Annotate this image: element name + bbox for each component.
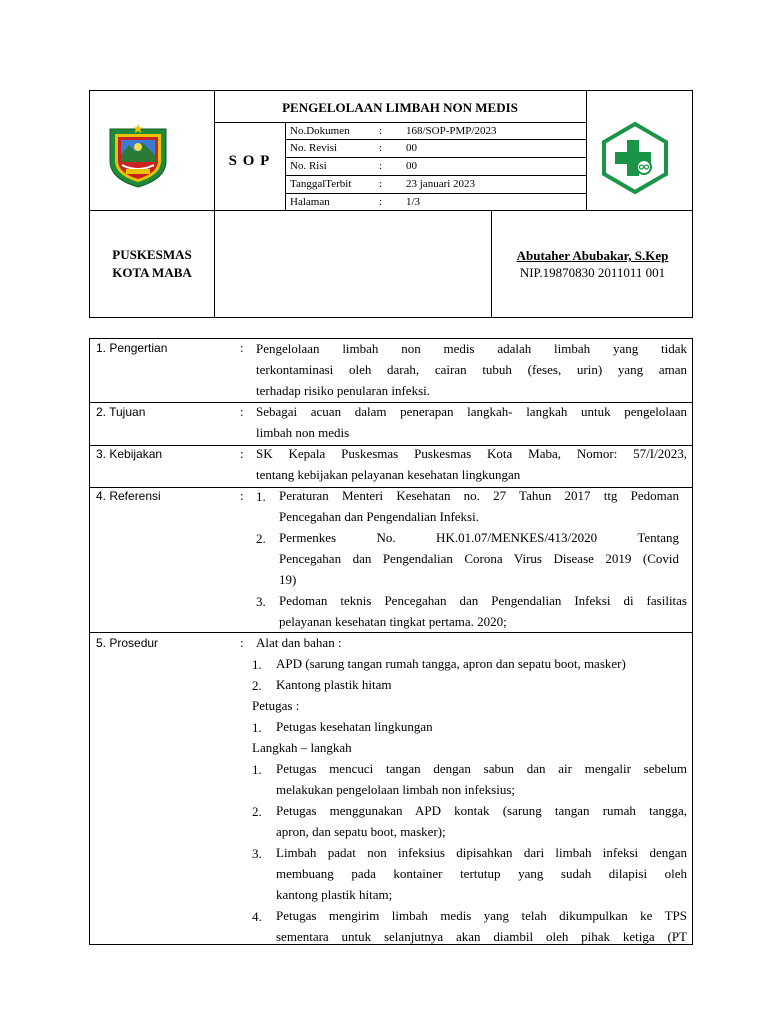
org-line: PUSKESMAS [112, 247, 192, 262]
info-value: 00 [406, 160, 417, 172]
section-label: 3. Kebijakan [96, 447, 163, 461]
section-text: Pengelolaan limbah non medis adalah limbah yang tidak [256, 341, 687, 356]
list-item: Permenkes No. HK.01.07/MENKES/413/2020 Tentang [279, 530, 679, 545]
colon: : [240, 446, 244, 461]
list-item: Pencegahan dan Pengendalian Corona Virus Disease 2019 (Covid [279, 551, 679, 566]
list-item: Petugas kesehatan lingkungan [276, 719, 433, 734]
info-sep: : [379, 178, 383, 190]
list-number: 2. [256, 531, 266, 546]
info-value: 23 januari 2023 [406, 178, 476, 190]
info-sep: : [379, 125, 383, 137]
list-item: Limbah padat non infeksius dipisahkan dari limbah infeksi dengan [276, 845, 687, 860]
info-label: Halaman [290, 196, 330, 208]
section-label: 5. Prosedur [96, 636, 159, 650]
info-label: No. Revisi [290, 142, 338, 154]
list-item: Petugas menggunakan APD kontak (sarung tangan rumah tangga, [276, 803, 687, 818]
section-text: terhadap risiko penularan infeksi. [256, 383, 430, 398]
divider [214, 122, 586, 123]
info-value: 00 [406, 142, 417, 154]
info-sep: : [379, 142, 383, 154]
info-label: No.Dokumen [290, 125, 350, 137]
list-number: 4. [252, 909, 262, 924]
section-text: SK Kepala Puskesmas Puskesmas Kota Maba, Nomor: 57/I/2023, [256, 446, 687, 461]
regency-emblem-icon [104, 123, 172, 189]
signer-block [491, 247, 694, 281]
sop-label: S O P [228, 153, 271, 169]
section-label: 4. Referensi [96, 489, 161, 503]
divider [214, 91, 215, 318]
divider [285, 123, 286, 211]
section-text: terkontaminasi oleh darah, cairan tubuh (feses, urin) yang aman [256, 362, 687, 377]
divider [285, 157, 586, 158]
org-line: KOTA MABA [112, 265, 192, 280]
list-number: 2. [252, 804, 262, 819]
subheading: Langkah – langkah [252, 740, 352, 755]
list-item: 19) [279, 572, 297, 587]
header-table [89, 90, 693, 318]
document-title: PENGELOLAAN LIMBAH NON MEDIS [282, 100, 518, 115]
section-text: tentang kebijakan pelayanan kesehatan lingkungan [256, 467, 521, 482]
divider [285, 175, 586, 176]
list-number: 1. [256, 489, 266, 504]
list-item: Kantong plastik hitam [276, 677, 392, 692]
list-item: Petugas mengirim limbah medis yang telah dikumpulkan ke TPS [276, 908, 687, 923]
list-item: APD (sarung tangan rumah tangga, apron dan sepatu boot, masker) [276, 656, 626, 671]
list-item: sementara untuk selanjutnya akan diambil oleh pihak ketiga (PT [276, 929, 687, 944]
content-table [89, 338, 693, 945]
info-value: 1/3 [406, 196, 421, 208]
info-label: TanggalTerbit [290, 178, 352, 190]
list-item: Petugas mencuci tangan dengan sabun dan air mengalir sebelum [276, 761, 687, 776]
signer-name: Abutaher Abubakar, S.Kep [516, 248, 669, 263]
list-number: 1. [252, 657, 262, 672]
divider [90, 210, 692, 211]
info-label: No. Risi [290, 160, 327, 172]
subheading: Petugas : [252, 698, 300, 713]
section-text: limbah non medis [256, 425, 350, 440]
list-item: Peraturan Menteri Kesehatan no. 27 Tahun 2017 ttg Pedoman [279, 488, 679, 503]
list-item: Pencegahan dan Pengendalian Infeksi. [279, 509, 479, 524]
puskesmas-logo-icon [598, 121, 672, 195]
signer-nip: NIP.19870830 2011011 001 [519, 265, 666, 280]
colon: : [240, 340, 244, 355]
list-item: melakukan pengelolaan limbah non infeksius; [276, 782, 515, 797]
list-number: 1. [252, 762, 262, 777]
info-sep: : [379, 196, 383, 208]
divider [285, 193, 586, 194]
colon: : [240, 404, 244, 419]
list-item: membuang pada kontainer tertutup yang sudah dilapisi oleh [276, 866, 687, 881]
info-sep: : [379, 160, 383, 172]
list-number: 1. [252, 720, 262, 735]
colon: : [240, 635, 244, 650]
info-value: 168/SOP-PMP/2023 [406, 125, 497, 137]
list-number: 2. [252, 678, 262, 693]
subheading: Alat dan bahan : [256, 635, 342, 650]
list-item: kantong plastik hitam; [276, 887, 393, 902]
org-name [90, 246, 214, 282]
divider [586, 91, 587, 211]
list-number: 3. [252, 846, 262, 861]
section-label: 2. Tujuan [96, 405, 146, 419]
list-item: pelayanan kesehatan tingkat pertama. 2020; [279, 614, 507, 629]
list-item: apron, dan sepatu boot, masker); [276, 824, 446, 839]
list-number: 3. [256, 594, 266, 609]
list-item: Pedoman teknis Pencegahan dan Pengendalian Infeksi di fasilitas [279, 593, 687, 608]
divider [285, 139, 586, 140]
section-text: Sebagai acuan dalam penerapan langkah- langkah untuk pengelolaan [256, 404, 687, 419]
section-label: 1. Pengertian [96, 341, 168, 355]
colon: : [240, 488, 244, 503]
